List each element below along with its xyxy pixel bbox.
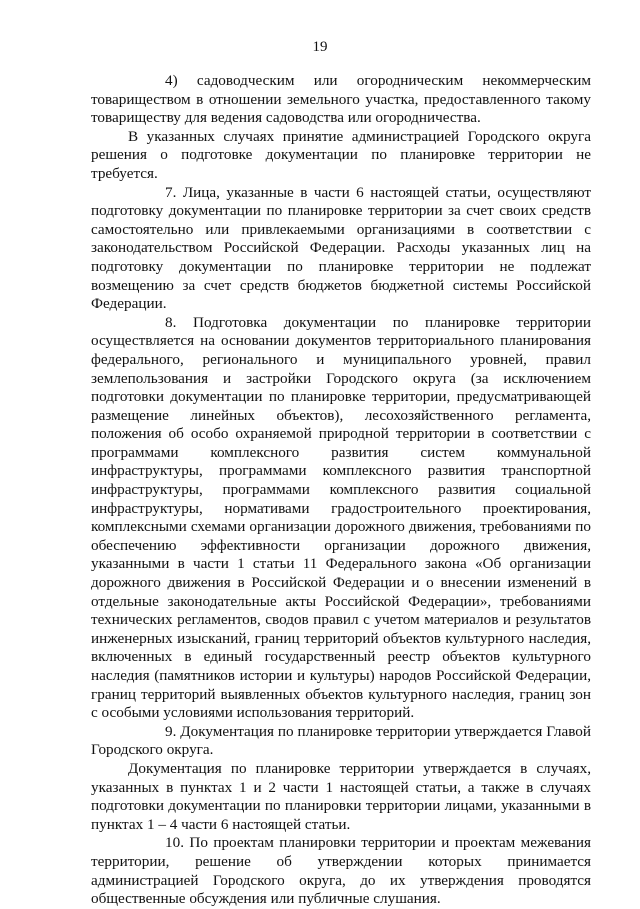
paragraph-text: Подготовка документации по планировке территории осуществляется на основании документов территориального планирования федерального, регионального и муниципального уровней, правил землепользования и застройки Городского округа (за исключением подготовки документации по планировке территории, предусматривающей размещение линейных объектов), лесохозяйственного регламента, положения об особо охраняемой природной территории в соответствии с программами комплексного развития систем коммунальной инфраструктуры, программами комплексного развития транспортной инфраструктуры, программами комплексного развития социальной инфраструктуры, нормативами градостроительного проектирования, комплексными схемами организации дорожного движения, требованиями по обеспечению эффективности организации дорожного движения, указанными в части 1 статьи 11 Федерального закона «Об организации дорожного движения в Российской Федерации и о внесении изменений в отдельные законодательные акты Российской Федерации», требованиями технических регламентов, сводов правил с учетом материалов и результатов инженерных изысканий, границ территорий объектов культурного наследия, включенных в единый государственный реестр объектов культурного наследия (памятников истории и культуры) народов Российской Федерации, границ территорий выявленных объектов культурного наследия, границ зон с особыми условиями использования территорий. [91,313,591,722]
paragraph-section-9 [91,723,591,760]
paragraph-number: 10. [165,834,184,852]
document-body [91,72,591,909]
paragraph-item-4 [91,72,591,128]
paragraph-section-10 [91,834,591,908]
paragraph-number: 4) [165,72,178,89]
paragraph-number: 7. [165,183,177,201]
paragraph-text: По проектам планировки территории и проектам межевания территории, решение об утверждении которых принимается администрацией Городского округа, до их утверждения проводятся общественные обсуждения или публичные слушания. [91,834,592,908]
paragraph-text: В указанных случаях принятие администрацией Городского округа решения о подготовке документации по планировке территории не требуется. [91,127,591,182]
paragraph-text: Документация по планировке территории утверждается в случаях, указанных в пунктах 1 и 2 части 1 настоящей статьи, а также в случаях подготовки документации по планировки территории лицами, указанными в пунктах 1 – 4 части 6 настоящей статьи. [91,759,591,833]
paragraph-number: 9. [165,722,177,740]
paragraph-section-7 [91,184,591,314]
paragraph-number: 8. [165,313,177,331]
page-number: 19 [312,39,328,55]
paragraph-section-8 [91,314,591,723]
paragraph-note [91,128,591,184]
paragraph-text: Документация по планировке территории утверждается Главой Городского округа. [91,722,591,759]
paragraph-text: Лица, указанные в части 6 настоящей статьи, осуществляют подготовку документации по планировке территории за счет своих средств самостоятельно или привлекаемыми организациями в соответствии с законодательством Российской Федерации. Расходы указанных лиц на подготовку документации по планировке территории не подлежат возмещению за счет средств бюджетов бюджетной системы Российской Федерации. [91,183,592,313]
paragraph-text: садоводческим или огородническим некоммерческим товариществом в отношении земельного участка, предоставленного такому товариществу для ведения садоводства или огородничества. [91,72,591,127]
paragraph-approval-cases [91,760,591,834]
